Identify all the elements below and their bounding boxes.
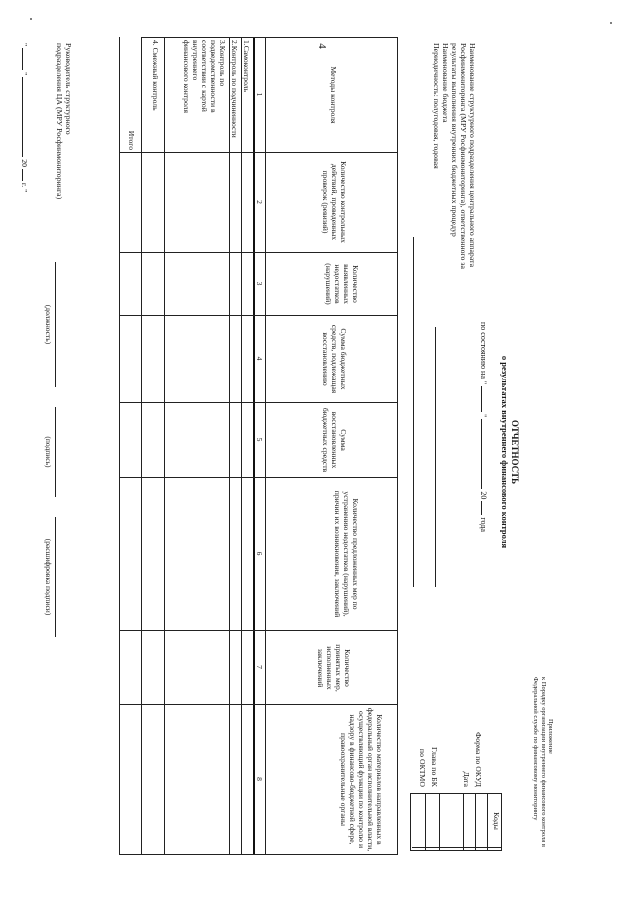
position-line: [55, 262, 56, 387]
unit-line-3: результаты выполнения внутренних бюджетных процедур: [450, 43, 460, 237]
scan-speck: [30, 18, 32, 20]
header-violations: Количество выявленных недостатков (нарушений): [323, 263, 360, 305]
report-title: ОТЧЕТНОСТЬ: [510, 419, 520, 485]
left-header: [431, 43, 476, 363]
table-row-divider: [229, 37, 230, 855]
col-number-4: 4: [255, 356, 264, 361]
scan-speck: [610, 22, 612, 24]
col-number-8: 8: [255, 777, 264, 781]
unit-line-1: Наименование структурного подразделения центрального аппарата: [468, 43, 477, 268]
col-number-3: 3: [255, 281, 264, 286]
row-total: Итого: [127, 130, 136, 150]
periodicity-line: [413, 237, 414, 587]
table-row-divider: [141, 37, 142, 855]
table-col-divider: [120, 854, 398, 855]
sign-caption: (подпись): [44, 436, 53, 468]
decoding-caption: (расшифровка подписи): [44, 538, 53, 616]
rotated-report-sheet: [0, 37, 560, 867]
appendix-line-1: к Порядку организации внутреннего финансового контроля в: [539, 677, 547, 847]
label-date: Дата: [462, 771, 471, 787]
decoding-line: [55, 517, 56, 637]
head-title: [54, 43, 72, 283]
codes-box: [410, 793, 502, 851]
label-bk-chapter: Глава по БК: [430, 747, 439, 787]
appendix-title: Приложение: [547, 719, 554, 754]
row-subordination-control: 2.Контроль по подчиненности: [230, 40, 239, 138]
report-as-of: [479, 322, 488, 642]
header-sum-restored: Сумма восстановленных бюджетных средств: [320, 407, 348, 473]
codes-divider: [412, 847, 502, 848]
as-of-year: 20: [479, 491, 488, 500]
appendix-line-2: Федеральной службе по финансовому мониторингу: [532, 677, 540, 821]
header-proposed-measures: Количество предложенных мер по устранению недостатков (нарушений), причин их возникновения, заключений: [332, 490, 360, 618]
label-oktmo: по ОКТМО: [418, 748, 427, 787]
header-control-methods: Методы контроля: [329, 66, 338, 124]
date-quote-open: ": [20, 43, 29, 47]
header-control-actions: Количество контрольных действий, проведенных проверок (ревизий): [320, 161, 348, 243]
date-year: 20: [20, 159, 29, 167]
periodicity: Периодичность: полугодовая, годовая: [432, 43, 442, 169]
sign-line: [55, 407, 56, 497]
label-form-okud: Форма по ОКУД: [474, 732, 483, 787]
page-number: 4: [316, 43, 328, 49]
date-suffix: г. ": [20, 182, 29, 193]
col-number-5: 5: [255, 437, 264, 442]
col-number-1: 1: [255, 92, 264, 97]
header-sum-to-restore: Сумма бюджетных средств, подлежащая восстановлению: [320, 324, 348, 394]
unit-name-line: [435, 327, 436, 587]
head-line-1: Руководитель структурного: [64, 43, 73, 135]
table-header-divider: [265, 37, 266, 855]
appendix-note: [532, 677, 554, 867]
as-of-prefix: по состоянию на ": [479, 322, 488, 385]
header-materials-sent: Количество материалов направленных в федеральный орган исполнительной власти, осуществляющий функции по контролю и надзору в финансово-бюджетной сфере, правоохранительные органы: [338, 707, 384, 852]
header-measures-taken: Количество принятых мер, исполненных заключений: [315, 644, 352, 692]
col-number-2: 2: [255, 200, 264, 204]
row-departmental-control: 3.Контроль по подведомственности в соответствии с картой внутреннего финансового контроля: [181, 40, 227, 113]
as-of-suffix: года: [479, 517, 488, 532]
codes-header: Коды: [492, 812, 501, 830]
report-subtitle: о результатах внутреннего финансового контроля: [500, 355, 510, 549]
codes-divider: [463, 793, 464, 850]
table-col-divider: [142, 37, 398, 38]
row-self-control: 1.Самоконтроль: [242, 40, 251, 93]
col-number-7: 7: [255, 665, 264, 669]
head-line-2: подразделения ЦА (МРУ Росфинмониторинга): [55, 43, 65, 200]
codes-divider: [425, 793, 426, 850]
table-row-divider: [164, 37, 165, 855]
unit-line-2: Росфинмониторинга (МРУ Росфинмониторинга), ответственного за: [459, 43, 469, 269]
codes-divider: [475, 793, 476, 850]
col-number-6: 6: [255, 551, 264, 556]
table-row-divider: [241, 37, 242, 855]
position-caption: (должность): [44, 304, 53, 345]
budget-name: Наименование бюджета: [441, 43, 451, 123]
as-of-quote: ": [479, 414, 488, 418]
row-adjacent-control: 4. Смежный контроль: [151, 40, 160, 111]
table-border-bottom: [119, 37, 120, 855]
table-border-top: [397, 37, 398, 855]
codes-divider: [439, 793, 440, 850]
codes-divider: [487, 793, 488, 850]
date-quote-close: ": [20, 72, 29, 76]
signature-date: [19, 43, 28, 303]
